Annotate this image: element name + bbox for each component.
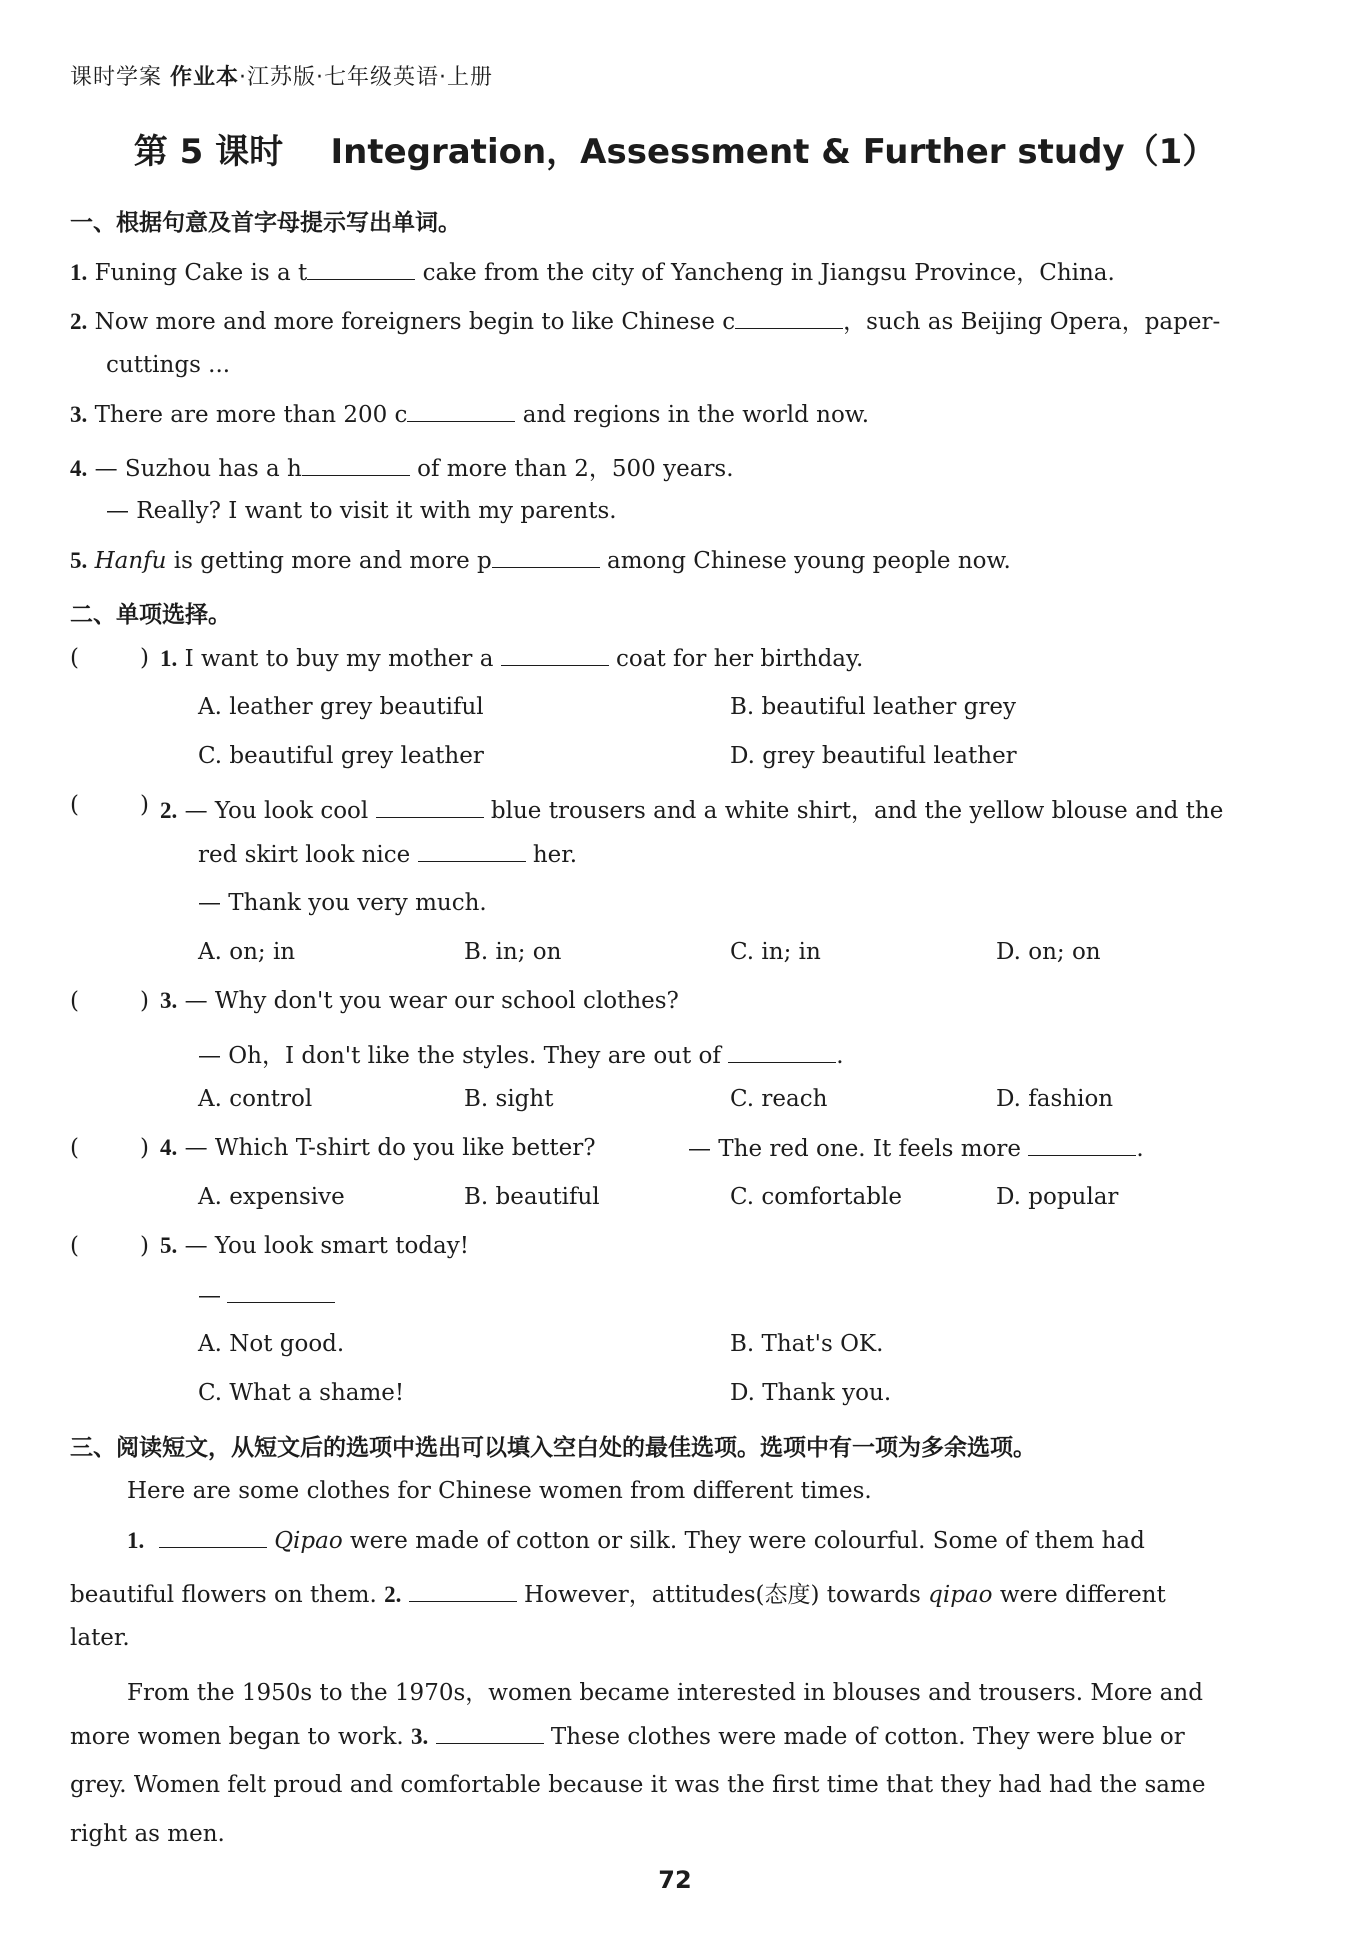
item-text-before: Funing Cake is a t xyxy=(94,260,308,286)
question-text: coat for her birthday. xyxy=(608,646,864,672)
page-number: 72 xyxy=(658,1866,692,1894)
s2-q2-line2 xyxy=(198,841,577,868)
passage-p1-line3: later. xyxy=(70,1625,130,1651)
option-d[interactable]: D. on; on xyxy=(996,939,1101,965)
s1-item-2 xyxy=(70,303,1220,336)
s1-item-1 xyxy=(70,254,1115,287)
answer-blank[interactable] xyxy=(302,455,410,476)
s2-q4 xyxy=(160,1135,596,1161)
section1-heading: 一、根据句意及首字母提示写出单词。 xyxy=(70,210,461,236)
section3-heading: 三、阅读短文，从短文后的选项中选出可以填入空白处的最佳选项。选项中有一项为多余选项。 xyxy=(70,1435,1036,1461)
passage-text: were different xyxy=(992,1582,1166,1608)
item-text-after: of more than 2，500 years. xyxy=(409,456,734,482)
answer-blank[interactable] xyxy=(409,1581,517,1602)
answer-paren-open: ( xyxy=(70,792,79,818)
option-a[interactable]: A. Not good. xyxy=(198,1331,345,1357)
answer-paren-close: ) xyxy=(140,792,149,818)
question-text: — Oh，I don't like the styles. They are out of xyxy=(198,1043,729,1069)
question-number: 4. xyxy=(160,1135,178,1160)
answer-blank[interactable] xyxy=(1028,1135,1136,1156)
passage-p1-line2 xyxy=(70,1576,1166,1609)
passage-p2-line3: grey. Women felt proud and comfortable because it was the first time that they had had the same xyxy=(70,1772,1206,1798)
question-text: — You look cool xyxy=(184,798,376,824)
question-number: 5. xyxy=(160,1233,178,1258)
italic-word: Qipao xyxy=(274,1528,343,1554)
answer-blank[interactable] xyxy=(418,841,526,862)
answer-paren-open: ( xyxy=(70,988,79,1014)
lesson-number: 第 5 课时 xyxy=(133,132,284,172)
lesson-topic: Integration，Assessment & Further study（1） xyxy=(330,132,1217,172)
passage-p2-line2 xyxy=(70,1723,1185,1750)
answer-paren-close: ) xyxy=(140,645,149,671)
option-a[interactable]: A. leather grey beautiful xyxy=(198,694,484,720)
answer-paren-close: ) xyxy=(140,1233,149,1259)
option-a[interactable]: A. expensive xyxy=(198,1184,345,1210)
answer-paren-close: ) xyxy=(140,988,149,1014)
option-a[interactable]: A. control xyxy=(198,1086,313,1112)
s2-q5 xyxy=(160,1233,469,1259)
s1-item-5 xyxy=(70,547,1011,574)
blank-number: 2. xyxy=(384,1582,402,1607)
header-book: 作业本 xyxy=(170,65,240,90)
s2-q1 xyxy=(160,645,863,672)
question-text: her. xyxy=(525,842,578,868)
item-italic-word: Hanfu xyxy=(94,548,167,574)
question-text: — The red one. It feels more xyxy=(688,1136,1029,1162)
answer-blank[interactable] xyxy=(501,645,609,666)
s1-item-4-cont: — Really? I want to visit it with my parents. xyxy=(106,498,617,524)
question-text: — xyxy=(198,1283,221,1309)
passage-text: These clothes were made of cotton. They were blue or xyxy=(543,1724,1185,1750)
question-text: . xyxy=(1136,1136,1144,1162)
item-text-after: ，such as Beijing Opera，paper- xyxy=(843,309,1221,335)
answer-blank[interactable] xyxy=(492,547,600,568)
question-text: — Which T-shirt do you like better? xyxy=(184,1135,596,1161)
answer-paren-open: ( xyxy=(70,1135,79,1161)
question-number: 2. xyxy=(160,798,178,823)
s2-q2-reply: — Thank you very much. xyxy=(198,890,487,916)
question-number: 3. xyxy=(160,988,178,1013)
s2-q3 xyxy=(160,988,679,1014)
question-text: — You look smart today! xyxy=(184,1233,469,1259)
answer-paren-open: ( xyxy=(70,645,79,671)
s2-q4-reply xyxy=(688,1135,1144,1162)
option-b[interactable]: B. beautiful xyxy=(464,1184,600,1210)
option-c[interactable]: C. comfortable xyxy=(730,1184,902,1210)
blank-number: 3. xyxy=(411,1724,429,1749)
question-text: I want to buy my mother a xyxy=(184,646,501,672)
option-d[interactable]: D. Thank you. xyxy=(730,1380,892,1406)
item-text-after: and regions in the world now. xyxy=(515,402,870,428)
item-number: 4. xyxy=(70,456,88,481)
question-number: 1. xyxy=(160,646,178,671)
header-series: 课时学案 xyxy=(70,65,163,90)
question-text: red skirt look nice xyxy=(198,842,418,868)
answer-paren-open: ( xyxy=(70,1233,79,1259)
answer-blank[interactable] xyxy=(735,308,843,329)
s1-item-2-cont: cuttings ... xyxy=(106,352,231,378)
passage-text: beautiful flowers on them. xyxy=(70,1582,385,1608)
s1-item-3 xyxy=(70,401,869,428)
question-text: . xyxy=(836,1043,844,1069)
passage-p2-line1: From the 1950s to the 1970s，women became interested in blouses and trousers. More and xyxy=(127,1680,1203,1706)
passage-text: However，attitudes(态度) towards xyxy=(516,1582,929,1608)
answer-blank[interactable] xyxy=(436,1723,544,1744)
item-text-before: Now more and more foreigners begin to like Chinese c xyxy=(94,309,736,335)
question-text: — Why don't you wear our school clothes? xyxy=(184,988,679,1014)
option-b[interactable]: B. sight xyxy=(464,1086,554,1112)
option-b[interactable]: B. in; on xyxy=(464,939,562,965)
s2-q2 xyxy=(160,792,1223,825)
item-number: 5. xyxy=(70,548,88,573)
option-b[interactable]: B. That's OK. xyxy=(730,1331,884,1357)
option-d[interactable]: D. popular xyxy=(996,1184,1119,1210)
item-text-before: There are more than 200 c xyxy=(94,402,408,428)
running-header xyxy=(70,60,493,91)
option-c[interactable]: C. What a shame! xyxy=(198,1380,405,1406)
answer-blank[interactable] xyxy=(728,1042,836,1063)
question-text: blue trousers and a white shirt，and the yellow blouse and the xyxy=(483,798,1224,824)
italic-word: qipao xyxy=(928,1582,993,1608)
passage-intro: Here are some clothes for Chinese women from different times. xyxy=(127,1478,872,1504)
option-c[interactable]: C. reach xyxy=(730,1086,828,1112)
item-number: 1. xyxy=(70,260,88,285)
option-d[interactable]: D. fashion xyxy=(996,1086,1114,1112)
answer-paren-close: ) xyxy=(140,1135,149,1161)
item-number: 2. xyxy=(70,309,88,334)
item-text-after: cake from the city of Yancheng in Jiangsu Province，China. xyxy=(415,260,1115,286)
passage-p1-line1 xyxy=(127,1527,1145,1554)
header-edition: ·江苏版·七年级英语·上册 xyxy=(239,65,494,90)
answer-blank[interactable] xyxy=(159,1527,267,1548)
passage-text: were made of cotton or silk. They were colourful. Some of them had xyxy=(342,1528,1145,1554)
passage-p2-line4: right as men. xyxy=(70,1821,225,1847)
passage-text: more women began to work. xyxy=(70,1724,412,1750)
option-d[interactable]: D. grey beautiful leather xyxy=(730,743,1017,769)
option-c[interactable]: C. beautiful grey leather xyxy=(198,743,484,769)
option-b[interactable]: B. beautiful leather grey xyxy=(730,694,1016,720)
s1-item-4 xyxy=(70,450,734,483)
option-a[interactable]: A. on; in xyxy=(198,939,296,965)
item-number: 3. xyxy=(70,402,88,427)
option-c[interactable]: C. in; in xyxy=(730,939,821,965)
section2-heading: 二、单项选择。 xyxy=(70,602,231,628)
s2-q3-line2 xyxy=(198,1037,844,1070)
answer-blank[interactable] xyxy=(227,1282,335,1303)
blank-number: 1. xyxy=(127,1528,145,1553)
lesson-title xyxy=(0,124,1350,173)
answer-blank[interactable] xyxy=(376,797,484,818)
item-text-after: among Chinese young people now. xyxy=(599,548,1011,574)
item-text-before: — Suzhou has a h xyxy=(94,456,302,482)
answer-blank[interactable] xyxy=(307,259,415,280)
item-text-before: is getting more and more p xyxy=(166,548,492,574)
s2-q5-reply xyxy=(198,1282,335,1309)
answer-blank[interactable] xyxy=(407,401,515,422)
